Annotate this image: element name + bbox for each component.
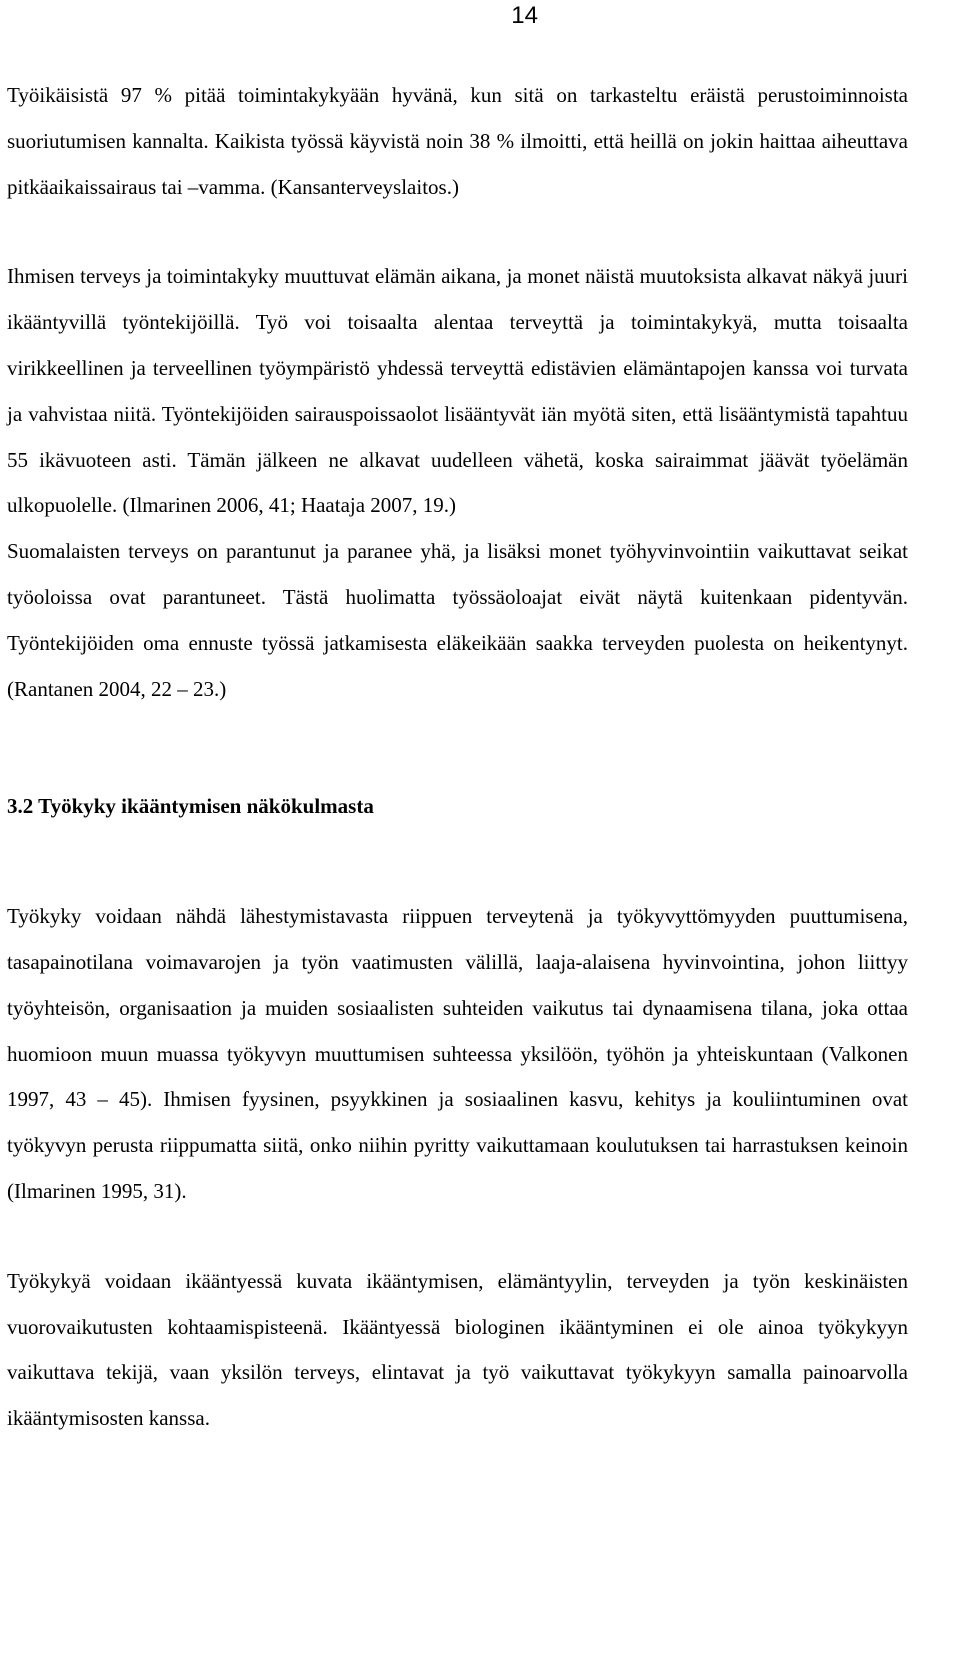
paragraph-health-changes: Ihmisen terveys ja toimintakyky muuttuvat elämän aikana, ja monet näistä muutoksista alkavat näkyä juuri ikääntyvillä työntekijöillä. Työ voi toisaalta alentaa terveyttä ja toimintakykyä, mutta toisaalta virikkeellinen ja terveellinen työympäristö yhdessä terveyttä edistävien elämäntapojen kanssa voi turvata ja vahvistaa niitä. Työntekijöiden sairauspoissaolot lisääntyvät iän myötä siten, että lisääntymistä tapahtuu 55 ikävuoteen asti. Tämän jälkeen ne alkavat uudelleen vähetä, koska sairaimmat jäävät työelämän ulkopuolelle. (Ilmarinen 2006, 41; Haataja 2007, 19.) xyxy=(7,264,908,518)
document-body xyxy=(7,73,908,1442)
page-number: 14 xyxy=(511,2,538,29)
paragraph-work-ability-definition: Työkyky voidaan nähdä lähestymistavasta riippuen terveytenä ja työkyvyttömyyden puuttumisena, tasapainotilana voimavarojen ja työn vaatimusten välillä, laaja-alaisena hyvinvointina, johon liittyy työyhteisön, organisaation ja muiden sosiaalisten suhteiden vaikutus tai dynaamisena tilana, joka ottaa huomioon muun muassa työkyvyn muuttumisen suhteessa yksilöön, työhön ja yhteiskuntaan (Valkonen 1997, 43 – 45). Ihmisen fyysinen, psyykkinen ja sosiaalinen kasvu, kehitys ja kouliintuminen ovat työkyvyn perusta riippumatta siitä, onko niihin pyritty vaikuttamaan koulutuksen tai harrastuksen keinoin (Ilmarinen 1995, 31). xyxy=(7,904,908,1203)
section-heading: 3.2 Työkyky ikääntymisen näkökulmasta xyxy=(7,794,374,819)
paragraph-work-ability-statistics: Työikäisistä 97 % pitää toimintakykyään hyvänä, kun sitä on tarkasteltu eräistä perustoiminnoista suoriutumisen kannalta. Kaikista työssä käyvistä noin 38 % ilmoitti, että heillä on jokin haittaa aiheuttava pitkäaikaissairaus tai –vamma. (Kansanterveyslaitos.) xyxy=(7,83,908,199)
paragraph-finnish-health: Suomalaisten terveys on parantunut ja paranee yhä, ja lisäksi monet työhyvinvointiin vaikuttavat seikat työoloissa ovat parantuneet. Tästä huolimatta työssäoloajat eivät näytä kuitenkaan pidentyvän. Työntekijöiden oma ennuste työssä jatkamisesta eläkeikään saakka terveyden puolesta on heikentynyt. (Rantanen 2004, 22 – 23.) xyxy=(7,539,908,701)
paragraph-aging-work-ability: Työkykyä voidaan ikääntyessä kuvata ikääntymisen, elämäntyylin, terveyden ja työn keskinäisten vuorovaikutusten kohtaamispisteenä. Ikääntyessä biologinen ikääntyminen ei ole ainoa työkykyyn vaikuttava tekijä, vaan yksilön terveys, elintavat ja työ vaikuttavat työkykyyn samalla painoarvolla ikääntymisosten kanssa. xyxy=(7,1268,908,1431)
